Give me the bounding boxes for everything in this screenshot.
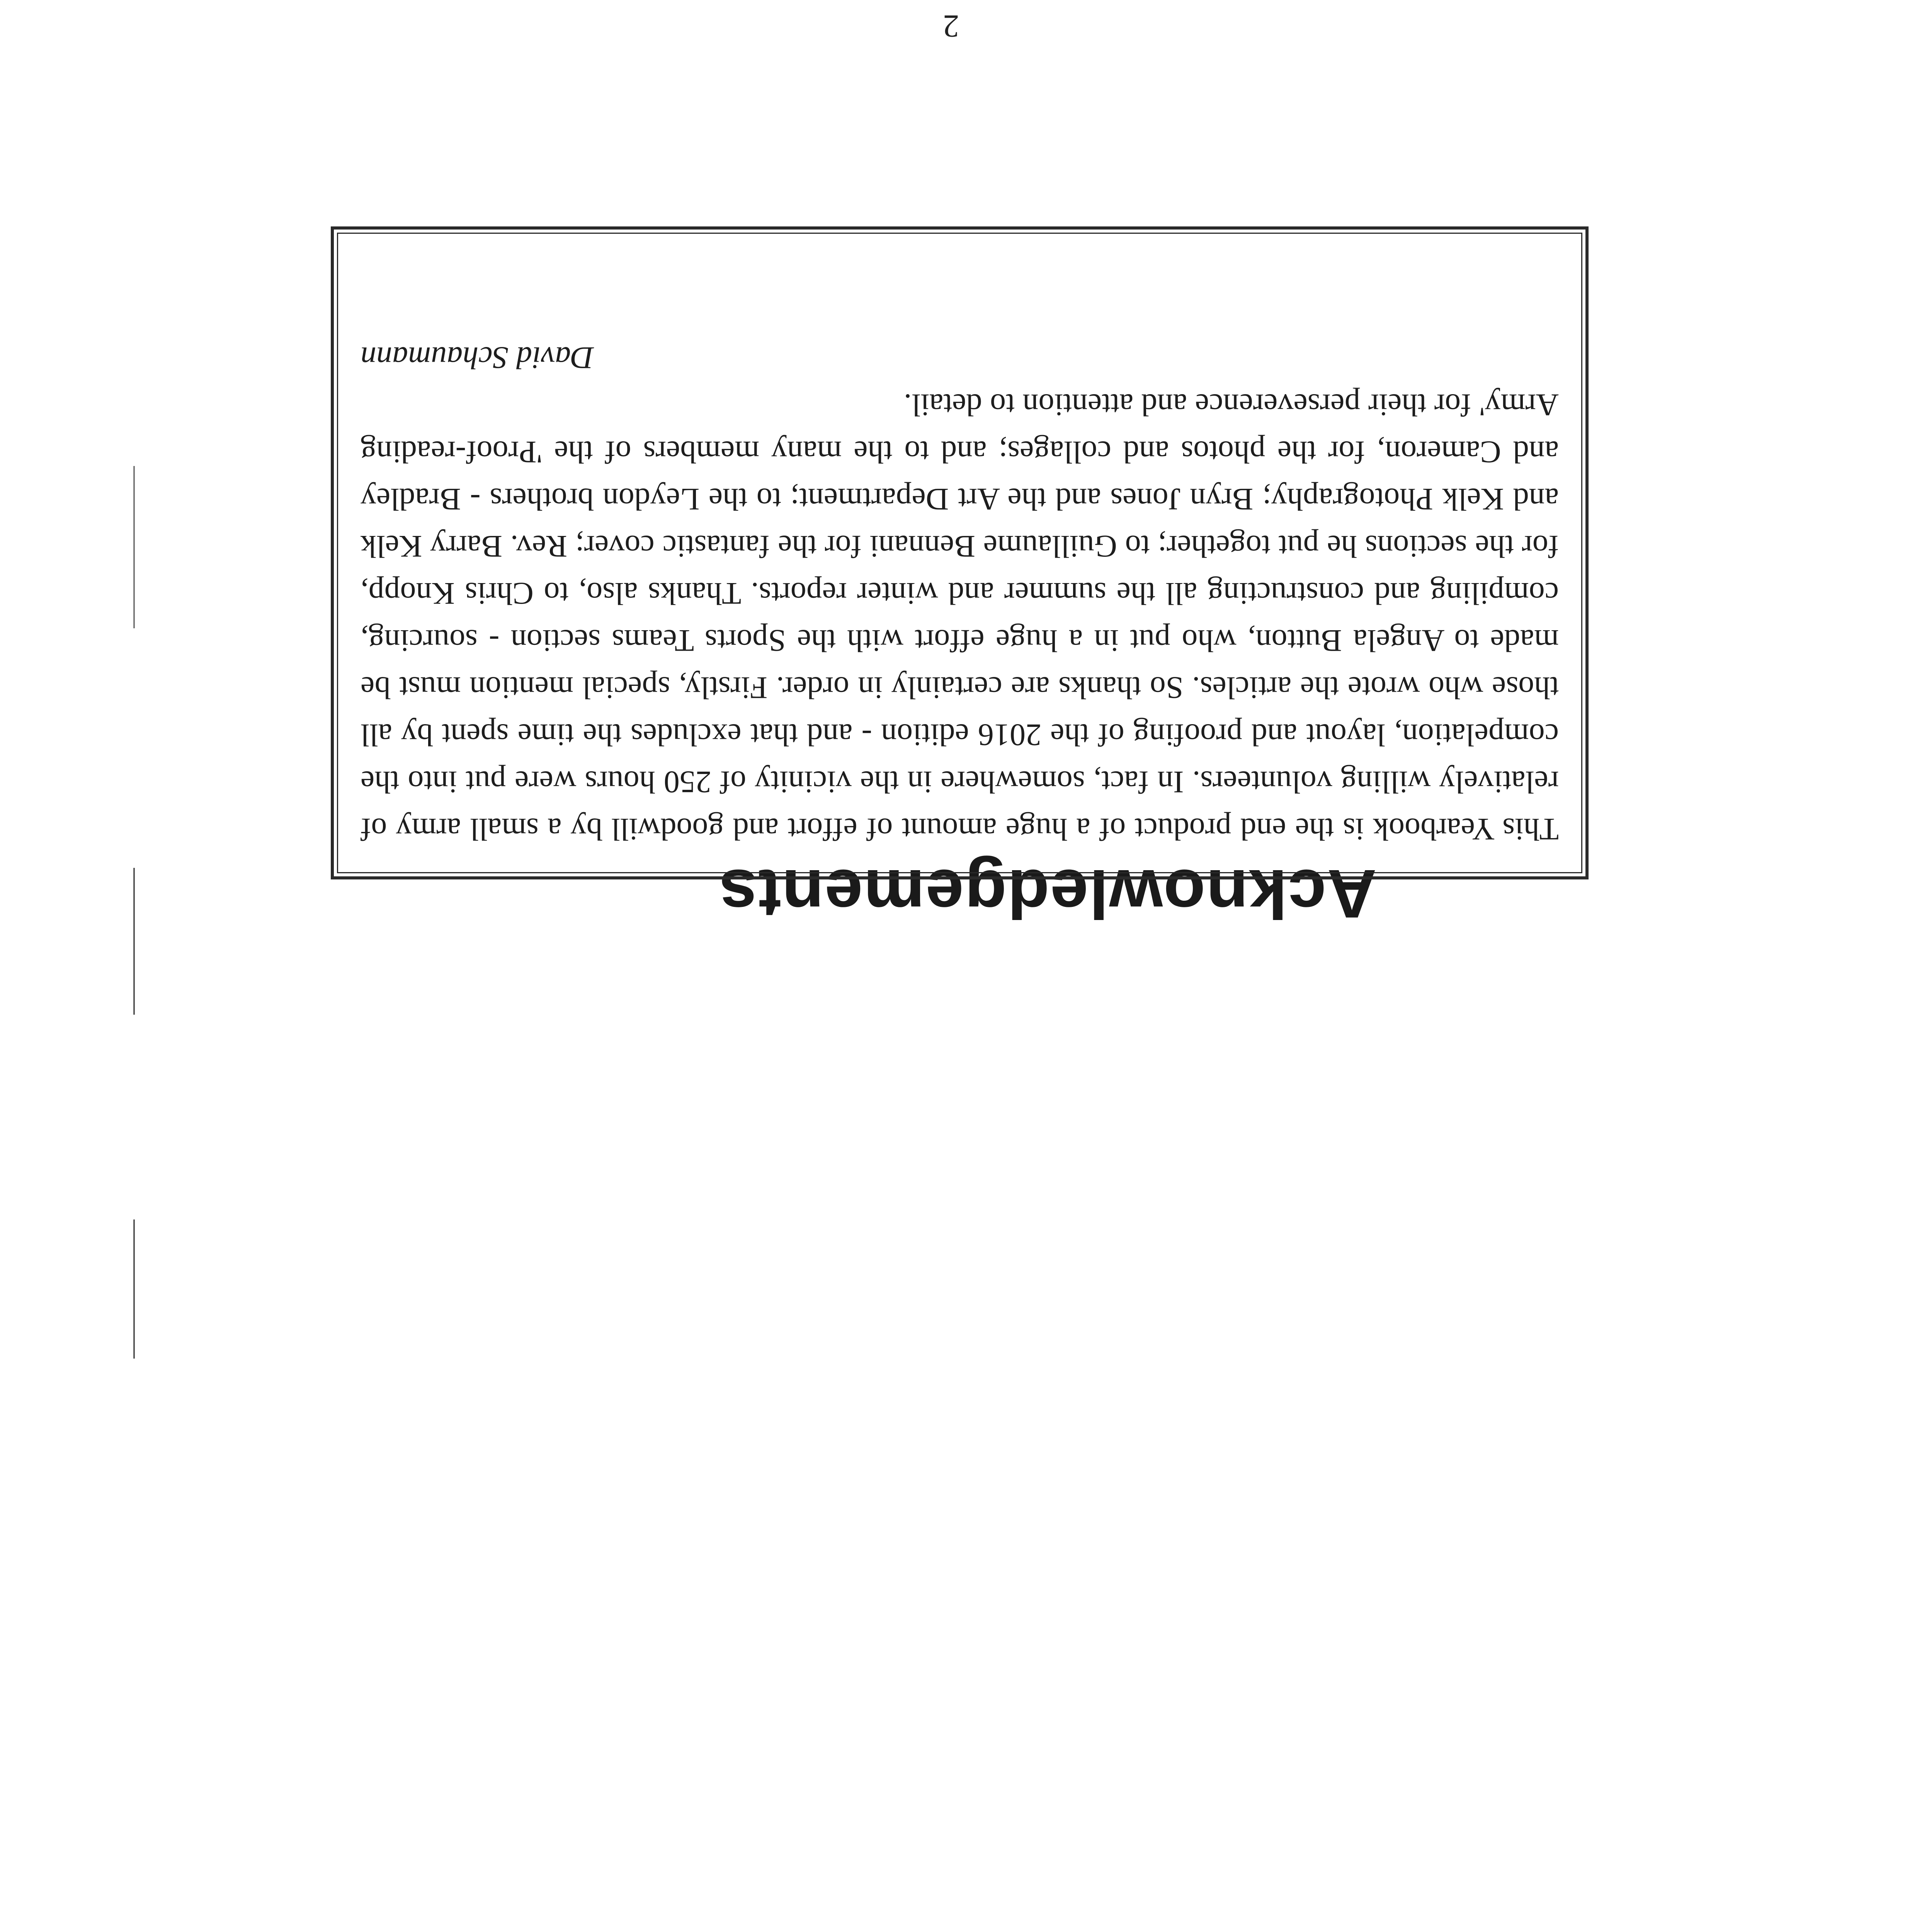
page-heading: Acknowledgements <box>718 855 1377 932</box>
acknowledgement-box <box>331 226 1589 879</box>
scan-edge-line-2 <box>133 868 135 1015</box>
scan-edge-line-1 <box>133 1219 135 1359</box>
acknowledgement-body: This Yearbook is the end product of a huge amount of effort and goodwill by a small army of relatively willing volunteers. In fact, somewhere in the vicinity of 250 hours were put into the compelation, layout and proofing of the 2016 edition - and that excludes the time spent by all those who wrote the articles. So thanks are certainly in order. Firstly, special mention must be made to Angela Button, who put in a huge effort with the Sports Teams section - sourcing, compiling and constructing all the summer and winter reports. Thanks also, to Chris Knopp, for the sections he put together; to Guillaume Bennani for the fantastic cover; Rev. Barry Kelk and Kelk Photography; Bryn Jones and the Art Department; to the Leydon brothers - Bradley and Cameron, for the photos and collages; and to the many members of the 'Proof-reading Army' for their perseverence and attention to detail. <box>361 388 1559 847</box>
acknowledgement-inner <box>337 233 1582 873</box>
page-number: 2 <box>943 8 959 44</box>
scan-edge-line-3 <box>133 466 135 628</box>
acknowledgement-signature: David Schaumann <box>361 340 594 376</box>
